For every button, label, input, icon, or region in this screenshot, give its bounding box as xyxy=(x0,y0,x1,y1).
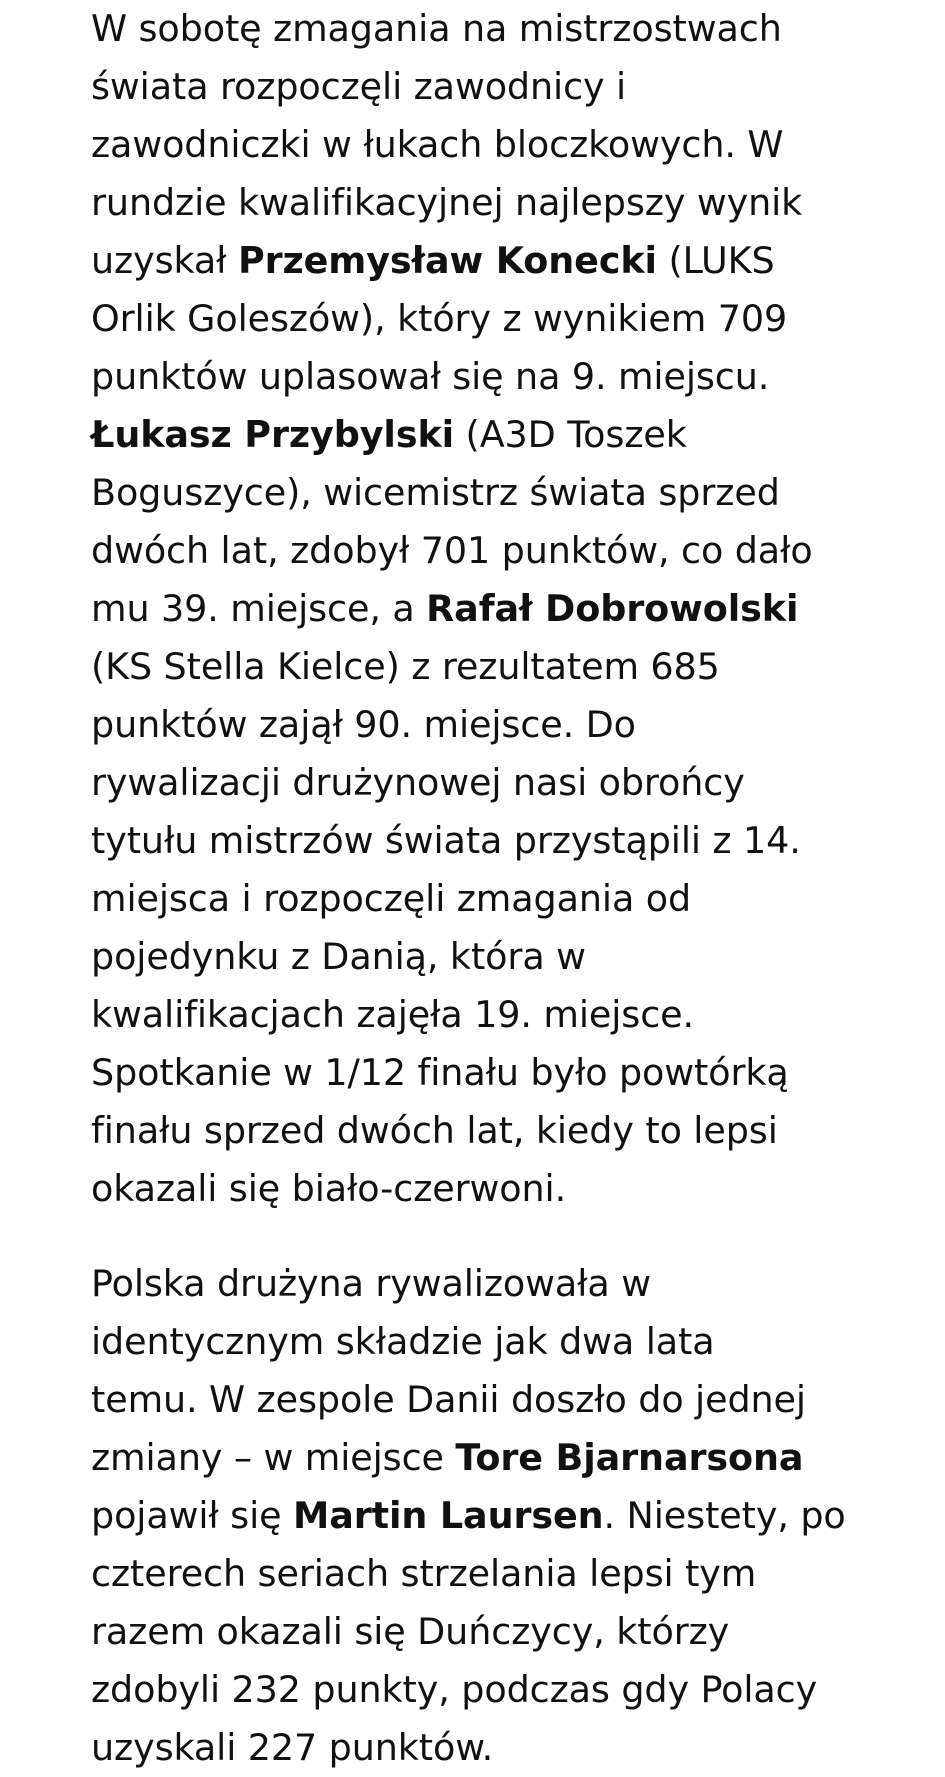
text-line xyxy=(91,580,861,638)
text-segment: miejsca i rozpoczęli zmagania od xyxy=(91,877,692,920)
text-line xyxy=(91,1371,861,1429)
text-segment: W sobotę zmagania na mistrzostwach xyxy=(91,7,782,50)
athlete-name: Tore Bjarnarsona xyxy=(455,1436,804,1479)
text-segment: (A3D Toszek xyxy=(454,413,687,456)
text-segment: (KS Stella Kielce) z rezultatem 685 xyxy=(91,645,720,688)
text-line xyxy=(91,1719,861,1777)
text-line xyxy=(91,754,861,812)
text-segment: temu. W zespole Danii doszło do jednej xyxy=(91,1378,806,1421)
text-line xyxy=(91,1160,861,1218)
athlete-name: Rafał Dobrowolski xyxy=(426,587,799,630)
text-segment: rundzie kwalifikacyjnej najlepszy wynik xyxy=(91,181,803,224)
text-segment: zmiany – w miejsce xyxy=(91,1436,456,1479)
text-line xyxy=(91,522,861,580)
text-line xyxy=(91,1603,861,1661)
text-segment: Orlik Goleszów), który z wynikiem 709 xyxy=(91,297,788,340)
text-line xyxy=(91,928,861,986)
text-segment: Boguszyce), wicemistrz świata sprzed xyxy=(91,471,780,514)
article-body xyxy=(91,0,861,1777)
text-segment: pojawił się xyxy=(91,1494,293,1537)
text-line xyxy=(91,116,861,174)
text-line xyxy=(91,638,861,696)
athlete-name: Martin Laursen xyxy=(293,1494,604,1537)
text-segment: kwalifikacjach zajęła 19. miejsce. xyxy=(91,993,695,1036)
text-segment: mu 39. miejsce, a xyxy=(91,587,427,630)
text-line xyxy=(91,58,861,116)
text-line xyxy=(91,986,861,1044)
text-line xyxy=(91,290,861,348)
text-segment: uzyskał xyxy=(91,239,238,282)
text-segment: dwóch lat, zdobył 701 punktów, co dało xyxy=(91,529,813,572)
text-line xyxy=(91,1102,861,1160)
text-line xyxy=(91,1044,861,1102)
text-line xyxy=(91,1255,861,1313)
text-line xyxy=(91,1661,861,1719)
text-line xyxy=(91,406,861,464)
text-segment: tytułu mistrzów świata przystąpili z 14. xyxy=(91,819,801,862)
text-segment: Polska drużyna rywalizowała w xyxy=(91,1262,651,1305)
text-segment: czterech seriach strzelania lepsi tym xyxy=(91,1552,757,1595)
text-segment: okazali się biało-czerwoni. xyxy=(91,1167,567,1210)
text-segment: Spotkanie w 1/12 finału było powtórką xyxy=(91,1051,789,1094)
text-segment: punktów zajął 90. miejsce. Do xyxy=(91,703,636,746)
text-line xyxy=(91,1313,861,1371)
text-line xyxy=(91,812,861,870)
text-segment: zawodniczki w łukach bloczkowych. W xyxy=(91,123,784,166)
article-paragraph xyxy=(91,1255,861,1777)
text-line xyxy=(91,870,861,928)
text-line xyxy=(91,348,861,406)
text-segment: . Niestety, po xyxy=(603,1494,846,1537)
text-line xyxy=(91,696,861,754)
text-segment: punktów uplasował się na 9. miejscu. xyxy=(91,355,770,398)
text-line xyxy=(91,1545,861,1603)
text-segment: identycznym składzie jak dwa lata xyxy=(91,1320,715,1363)
text-segment: (LUKS xyxy=(656,239,775,282)
athlete-name: Łukasz Przybylski xyxy=(91,413,455,456)
text-line xyxy=(91,464,861,522)
text-line xyxy=(91,232,861,290)
text-line xyxy=(91,1487,861,1545)
text-segment: pojedynku z Danią, która w xyxy=(91,935,586,978)
text-segment: rywalizacji drużynowej nasi obrońcy xyxy=(91,761,745,804)
article-paragraph xyxy=(91,0,861,1218)
athlete-name: Przemysław Konecki xyxy=(237,239,657,282)
text-segment: świata rozpoczęli zawodnicy i xyxy=(91,65,627,108)
text-segment: zdobyli 232 punkty, podczas gdy Polacy xyxy=(91,1668,818,1711)
text-line xyxy=(91,0,861,58)
text-segment: uzyskali 227 punktów. xyxy=(91,1726,494,1769)
text-segment: finału sprzed dwóch lat, kiedy to lepsi xyxy=(91,1109,778,1152)
text-line xyxy=(91,174,861,232)
text-line xyxy=(91,1429,861,1487)
text-segment: razem okazali się Duńczycy, którzy xyxy=(91,1610,730,1653)
